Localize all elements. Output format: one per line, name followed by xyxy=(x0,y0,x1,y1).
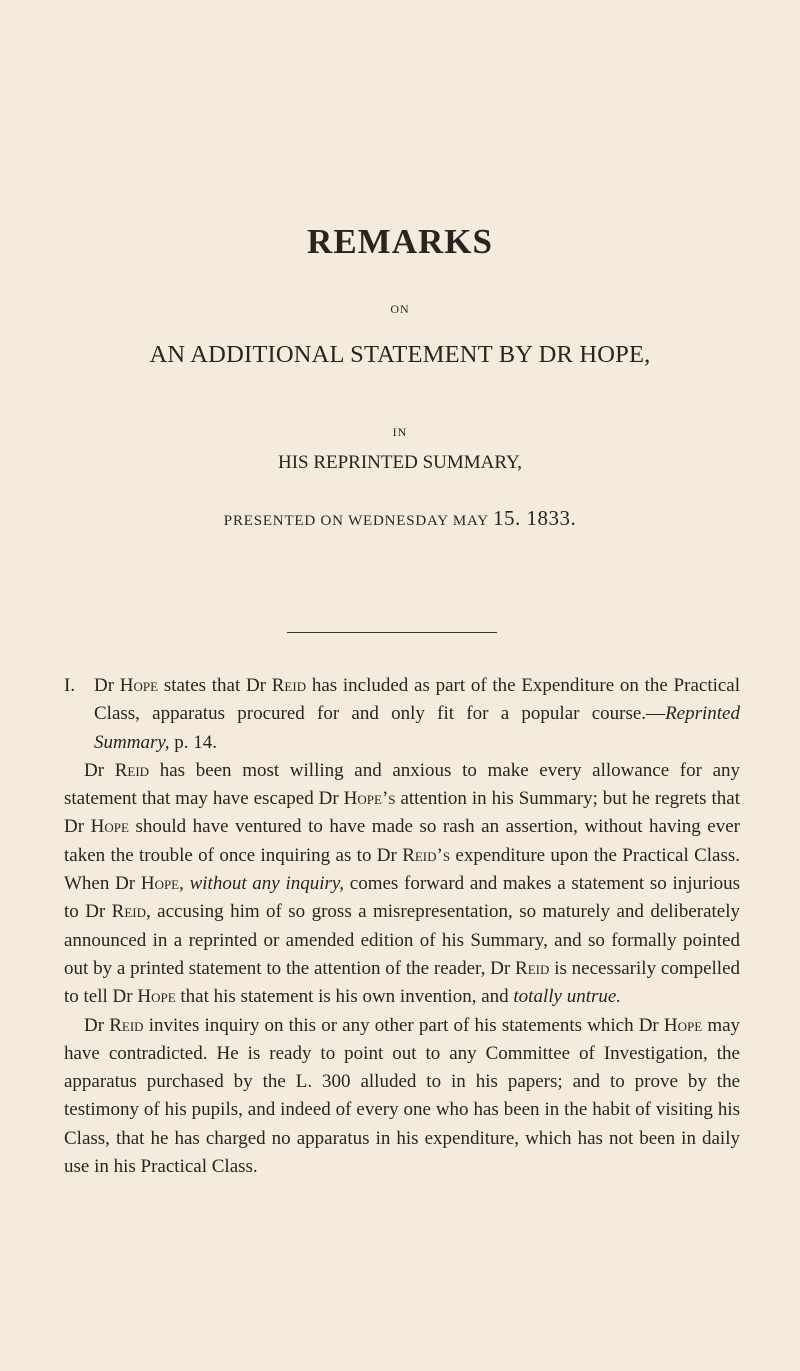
claim-text xyxy=(94,672,740,757)
claim-page-ref: p. 14. xyxy=(174,731,217,753)
paragraph-text: has been most willing and anxious to make every allowance for any statement that may have escaped Dr xyxy=(64,759,741,810)
paragraph-text: invites inquiry on this or any other part of his statements which Dr xyxy=(148,1014,659,1036)
claim-paragraph xyxy=(64,672,740,757)
page-subtitle: AN ADDITIONAL STATEMENT BY DR HOPE, xyxy=(149,341,651,368)
name-hope: Hope xyxy=(90,816,129,838)
summary-title-line: HIS REPRINTED SUMMARY, xyxy=(277,452,523,473)
name-reid: Reid xyxy=(111,901,147,923)
paragraph-text: attention in his Summary; but he regrets that Dr xyxy=(64,788,740,838)
name-dr: Dr xyxy=(84,1014,105,1036)
paragraph-text: is necessarily compelled to tell Dr xyxy=(64,957,741,1008)
name-hope: Hope xyxy=(663,1014,703,1036)
title-connector-on: ON xyxy=(390,302,410,316)
claim-number: I. xyxy=(64,675,76,696)
name-hopes: Hope’s xyxy=(343,788,396,810)
invitation-paragraph xyxy=(64,1012,740,1182)
name-hope: Hope xyxy=(137,986,176,1008)
divider-rule xyxy=(287,632,497,633)
paragraph-text: may have contradicted. He is ready to point out to any Committee of Investigation, the apparatus purchased by the L. 300 alluded to in his papers; and to prove by the testimony of his pupils, and indeed of every one who has been in the habit of visiting his Class, that he has charged no apparatus in his expenditure, which has not been in daily use in his Practical Class. xyxy=(64,1014,741,1178)
name-reid: Reid xyxy=(109,1014,144,1036)
claim-text-part: has included as part of the Expenditure on the Practical Class, apparatus procured for and only fit for a popular course.— xyxy=(94,675,741,725)
italic-phrase: totally untrue. xyxy=(513,986,622,1008)
name-reid: Reid xyxy=(114,759,150,781)
paragraph-text: should have ventured to have made so rash an assertion, without having ever taken the trouble of once inquiring as to Dr xyxy=(64,816,740,866)
title-connector-in: IN xyxy=(392,425,408,439)
italic-phrase: without any inquiry, xyxy=(189,873,345,895)
paragraph-text: that his statement is his own invention, and xyxy=(180,986,509,1008)
claim-text-part: states that Dr xyxy=(163,675,267,696)
paragraph-text: expenditure upon the Practical Class. When Dr xyxy=(64,844,741,895)
name-dr: Dr xyxy=(94,675,115,696)
page-title: REMARKS xyxy=(307,222,493,261)
presented-prefix: PRESENTED ON WEDNESDAY MAY xyxy=(223,513,489,529)
response-paragraph: Dr Reid has been most willing and anxious to make every allowance for any statement that may have escaped Dr Hope’s attention in his Summary; but he regrets that Dr Hope should have ventured to have made so rash an assertion, without having ever taken the trouble of once inquiring as to Dr Reid’s expenditure upon the Practical Class. When Dr Hope, without any inquiry, comes forward and makes a statement so injurious to Dr Reid, accusing him of so gross a misrepresentation, so maturely and deliberately announced in a reprinted or amended edition of his Summary, and so formally pointed out by a printed statement to the attention of the reader, Dr Reid is necessarily compelled to tell Dr Hope that his statement is his own invention, and totally untrue. xyxy=(64,759,741,1008)
name-reid: Reid xyxy=(271,675,307,696)
presented-date: 15. 1833. xyxy=(492,506,577,530)
body-text xyxy=(64,672,740,1181)
paragraph-text: comes forward and makes a statement so injurious to Dr xyxy=(64,873,741,923)
paragraph-text: , accusing him of so gross a misrepresentation, so maturely and deliberately announced in a reprinted or amended edition of his Summary, and so formally pointed out by a printed statement to the attention of the reader, Dr xyxy=(64,901,741,979)
claim-citation: Reprinted Summary, xyxy=(94,703,740,753)
name-hope: Hope xyxy=(119,675,159,696)
name-hope: Hope xyxy=(140,873,180,895)
presented-date-line xyxy=(0,506,800,531)
name-reid: Reid xyxy=(515,957,550,979)
name-reids: Reid’s xyxy=(402,844,451,866)
name-dr: Dr xyxy=(84,759,105,781)
